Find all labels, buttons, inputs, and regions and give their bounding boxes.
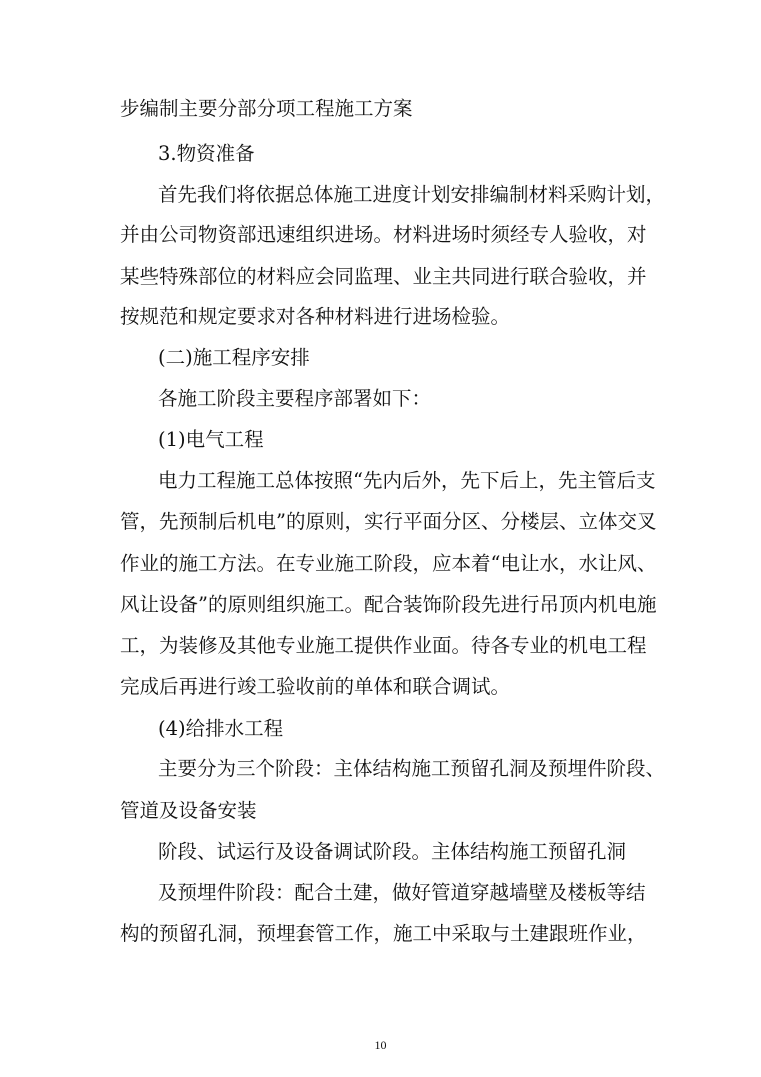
text-line: 工，为装修及其他专业施工提供作业面。待各专业的机电工程 bbox=[120, 634, 647, 657]
section-heading: (4)给排水工程 bbox=[158, 717, 284, 740]
text-line: 按规范和规定要求对各种材料进行进场检验。 bbox=[120, 305, 511, 328]
section-heading: (1)电气工程 bbox=[158, 428, 264, 451]
text-line: 完成后再进行竣工验收前的单体和联合调试。 bbox=[120, 675, 511, 698]
text-line: 构的预留孔洞，预埋套管工作，施工中采取与土建跟班作业， bbox=[120, 922, 647, 945]
text-line: 步编制主要分部分项工程施工方案 bbox=[120, 97, 413, 120]
text-line: 3.物资准备 bbox=[158, 142, 255, 165]
text-line: 风让设备”的原则组织施工。配合装饰阶段先进行吊顶内机电施 bbox=[120, 593, 657, 616]
text-line: 某些特殊部位的材料应会同监理、业主共同进行联合验收，并 bbox=[120, 265, 647, 288]
text-line: 作业的施工方法。在专业施工阶段，应本着“电让水，水让风、 bbox=[120, 552, 657, 575]
page-number: 10 bbox=[374, 1038, 387, 1052]
text-line: 并由公司物资部迅速组织进场。材料进场时须经专人验收，对 bbox=[120, 223, 647, 246]
text-line: 电力工程施工总体按照“先内后外，先下后上，先主管后支 bbox=[158, 469, 656, 492]
text-line: 管道及设备安装 bbox=[120, 799, 257, 822]
text-line: 及预埋件阶段：配合土建，做好管道穿越墙壁及楼板等结 bbox=[158, 881, 646, 904]
text-line: 首先我们将依据总体施工进度计划安排编制材料采购计划， bbox=[158, 183, 666, 206]
text-line: 阶段、试运行及设备调试阶段。主体结构施工预留孔洞 bbox=[158, 840, 627, 863]
text-line: 各施工阶段主要程序部署如下： bbox=[158, 387, 432, 410]
text-line: 管，先预制后机电”的原则，实行平面分区、分楼层、立体交叉 bbox=[120, 510, 657, 533]
text-line: 主要分为三个阶段：主体结构施工预留孔洞及预埋件阶段、 bbox=[158, 757, 666, 780]
section-heading: (二)施工程序安排 bbox=[158, 346, 310, 369]
